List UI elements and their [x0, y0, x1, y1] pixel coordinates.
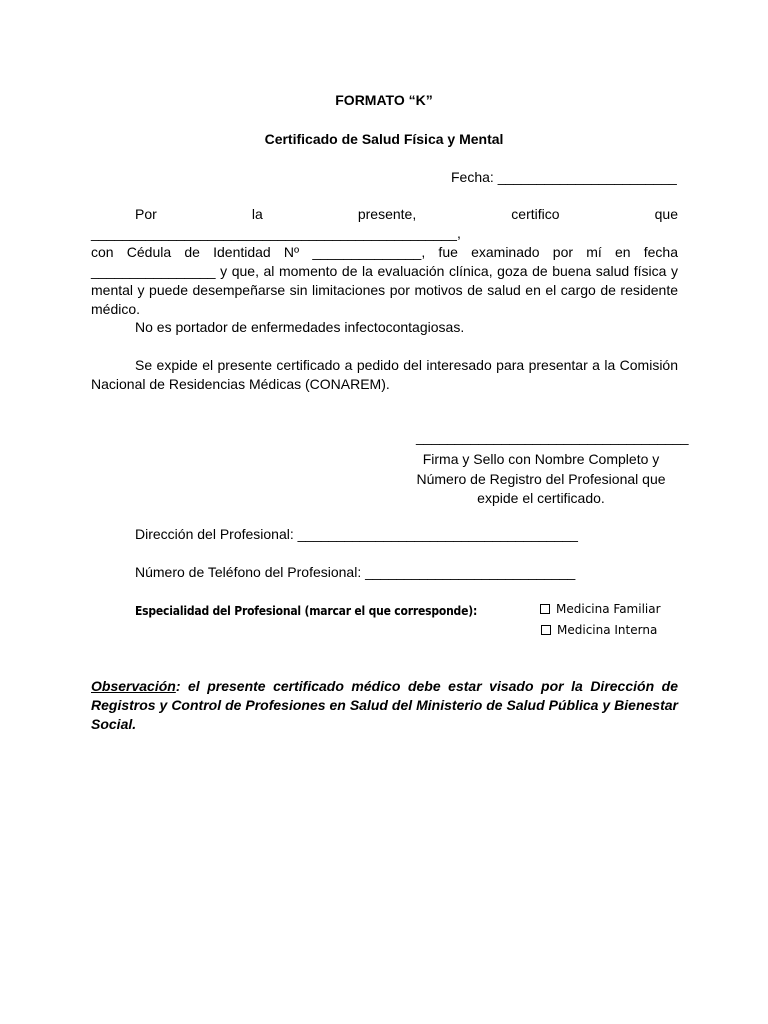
- option-medicina-interna[interactable]: [541, 621, 657, 640]
- option-medicina-familiar[interactable]: [540, 600, 661, 619]
- direccion-field: Dirección del Profesional: ____________________________________: [135, 526, 578, 542]
- observation-label: Observación: [91, 678, 176, 694]
- purpose-text: Se expide el presente certificado a pedido del interesado para presentar a la Comisión Nacional de Residencias Médicas (CONAREM).: [91, 357, 678, 392]
- signature-line: ___________________________________: [416, 429, 689, 445]
- telefono-field: Número de Teléfono del Profesional: ___________________________: [135, 564, 576, 580]
- checkbox-icon[interactable]: [541, 625, 551, 635]
- signature-caption: [412, 450, 670, 509]
- option-label: Medicina Familiar: [556, 602, 661, 616]
- checkbox-icon[interactable]: [540, 604, 550, 614]
- observation-note: [91, 677, 678, 734]
- especialidad-label: Especialidad del Profesional (marcar el que corresponde):: [135, 604, 478, 618]
- purpose-paragraph: [91, 356, 678, 394]
- certification-line-1: Por la presente, certifico que _______________________________________________,: [91, 206, 678, 241]
- infection-statement: No es portador de enfermedades infectocontagiosas.: [135, 319, 465, 335]
- signature-caption-line-2: Número de Registro del Profesional que: [416, 470, 666, 487]
- document-title: FORMATO “K”: [335, 92, 433, 108]
- certification-body: con Cédula de Identidad Nº ______________, fue examinado por mí en fecha ________________ y que, al momento de la evaluación clínica, goza de buena salud física y mental y puede desempeñarse sin limitaciones por motivos de salud en el cargo de residente médico.: [91, 244, 678, 317]
- document-subtitle: Certificado de Salud Física y Mental: [264, 131, 504, 147]
- signature-caption-line-3: expide el certificado.: [477, 490, 605, 506]
- observation-text: : el presente certificado médico debe estar visado por la Dirección de Registros y Control de Profesiones en Salud del Ministerio de Salud Pública y Bienestar Social.: [91, 678, 678, 732]
- certification-paragraph: [91, 205, 678, 319]
- fecha-field: Fecha: _______________________: [451, 169, 677, 185]
- signature-caption-line-1: Firma y Sello con Nombre Completo y: [422, 451, 660, 467]
- option-label: Medicina Interna: [557, 623, 658, 637]
